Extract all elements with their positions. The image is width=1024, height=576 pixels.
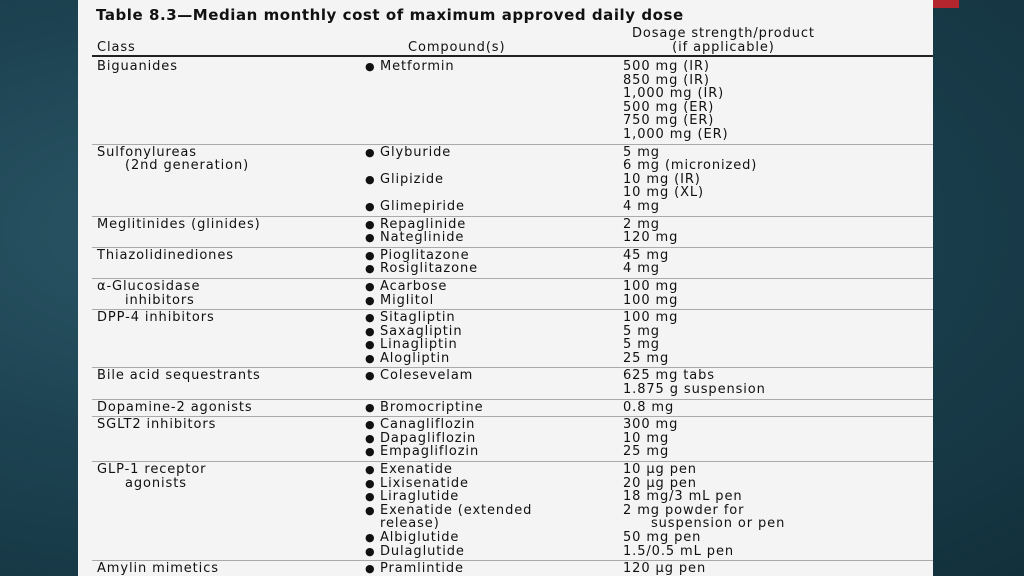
compound-name: Rosiglitazone xyxy=(380,261,479,277)
dosage-cell xyxy=(623,417,933,462)
class-name: agonists xyxy=(125,475,187,491)
compound-name: Alogliptin xyxy=(380,350,451,366)
bullet-icon: ● xyxy=(365,476,376,490)
compound-line xyxy=(365,401,623,415)
compound-name: Bromocriptine xyxy=(380,399,484,415)
compound-line xyxy=(365,531,623,545)
compound-line xyxy=(365,114,623,128)
compound-name: Glyburide xyxy=(380,144,452,160)
bullet-icon: ● xyxy=(365,199,376,213)
compound-line xyxy=(365,432,623,446)
bullet-icon: ● xyxy=(365,293,376,307)
dosage-line: 625 mg tabs xyxy=(623,368,715,384)
bullet-icon: ● xyxy=(365,463,376,477)
compound-name: Dulaglutide xyxy=(380,543,465,559)
class-cell xyxy=(92,368,365,399)
bullet-icon: ● xyxy=(365,145,376,159)
compound-cell xyxy=(365,278,623,309)
table-row xyxy=(92,399,933,417)
class-name: SGLT2 inhibitors xyxy=(97,417,217,433)
compound-name: Albiglutide xyxy=(380,530,460,545)
class-cell xyxy=(92,144,365,216)
dosage-line: 500 mg (IR) xyxy=(623,59,710,74)
dosage-line: 10 mg xyxy=(623,430,670,446)
bullet-icon: ● xyxy=(365,279,376,293)
class-cell xyxy=(92,59,365,144)
class-name: Dopamine-2 agonists xyxy=(97,399,253,415)
dosage-cell xyxy=(623,59,933,144)
bullet-icon: ● xyxy=(365,172,376,186)
header-dosage xyxy=(632,27,815,55)
bullet-icon: ● xyxy=(365,351,376,365)
compound-cell xyxy=(365,368,623,399)
dosage-line: 25 mg xyxy=(623,350,670,366)
dosage-cell xyxy=(623,368,933,399)
dosage-line: 1,000 mg (IR) xyxy=(623,86,725,102)
header-rule xyxy=(92,55,933,57)
dosage-line: 2 mg powder for xyxy=(623,502,745,518)
dosage-line: 1.875 g suspension xyxy=(623,382,766,398)
dosage-cell xyxy=(623,462,933,561)
compound-cell xyxy=(365,310,623,368)
compound-name: Lixisenatide xyxy=(380,475,469,491)
dosage-line: 100 mg xyxy=(623,292,679,308)
compound-name: Pioglitazone xyxy=(380,247,470,263)
drug-table xyxy=(92,59,933,576)
bullet-icon: ● xyxy=(365,431,376,445)
dosage-line: 5 mg xyxy=(623,144,660,160)
compound-line xyxy=(365,280,623,294)
dosage-line: 5 mg xyxy=(623,323,660,339)
compound-cell xyxy=(365,247,623,278)
table-row xyxy=(92,417,933,462)
table-row xyxy=(92,216,933,247)
bullet-icon: ● xyxy=(365,217,376,231)
dosage-cell xyxy=(623,561,933,576)
compound-line xyxy=(365,262,623,276)
bullet-icon: ● xyxy=(365,544,376,558)
compound-name: Miglitol xyxy=(380,292,435,308)
compound-name: Glipizide xyxy=(380,171,444,187)
compound-name: Saxagliptin xyxy=(380,323,463,339)
compound-name: Linagliptin xyxy=(380,337,458,353)
dosage-cell xyxy=(623,216,933,247)
class-name: (2nd generation) xyxy=(125,158,250,174)
dosage-line: 1.5/0.5 mL pen xyxy=(623,543,734,559)
compound-line xyxy=(365,231,623,245)
bullet-icon: ● xyxy=(365,503,376,517)
compound-line xyxy=(365,338,623,352)
compound-name: Pramlintide xyxy=(380,561,464,576)
dosage-line: 50 mg pen xyxy=(623,530,702,545)
class-cell xyxy=(92,216,365,247)
dosage-line: 100 mg xyxy=(623,278,679,294)
class-cell xyxy=(92,462,365,561)
dosage-line: 1,000 mg (ER) xyxy=(623,126,729,142)
compound-line xyxy=(365,369,623,383)
compound-line xyxy=(365,200,623,214)
compound-line xyxy=(365,294,623,308)
compound-line xyxy=(365,504,623,518)
dosage-line: 10 mg (XL) xyxy=(623,185,705,201)
compound-cell xyxy=(365,561,623,576)
dosage-line: 300 mg xyxy=(623,417,679,433)
bullet-icon: ● xyxy=(365,262,376,276)
bullet-icon: ● xyxy=(365,445,376,459)
bullet-icon: ● xyxy=(365,324,376,338)
compound-line xyxy=(365,517,623,531)
compound-name: Metformin xyxy=(380,59,455,74)
header-compounds: Compound(s) xyxy=(408,40,506,55)
compound-line xyxy=(365,60,623,74)
compound-line xyxy=(365,545,623,559)
dosage-line: 25 mg xyxy=(623,444,670,460)
dosage-line: 120 µg pen xyxy=(623,561,707,576)
compound-name: release) xyxy=(380,516,440,532)
compound-line xyxy=(365,418,623,432)
compound-name: Dapagliflozin xyxy=(380,430,477,446)
dosage-line: 45 mg xyxy=(623,247,670,263)
compound-name: Exenatide (extended xyxy=(380,502,533,518)
compound-line xyxy=(365,383,623,397)
class-name: Bile acid sequestrants xyxy=(97,368,261,384)
compound-line xyxy=(365,186,623,200)
dosage-line: 0.8 mg xyxy=(623,399,675,415)
compound-line xyxy=(365,249,623,263)
table-row xyxy=(92,247,933,278)
compound-line xyxy=(365,325,623,339)
table-row xyxy=(92,310,933,368)
table-row xyxy=(92,368,933,399)
dosage-line: 6 mg (micronized) xyxy=(623,158,758,174)
dosage-line: 18 mg/3 mL pen xyxy=(623,489,743,505)
class-name: α-Glucosidase xyxy=(97,278,201,294)
class-cell xyxy=(92,247,365,278)
bullet-icon: ● xyxy=(365,490,376,504)
dosage-line: 4 mg xyxy=(623,198,660,214)
bullet-icon: ● xyxy=(365,418,376,432)
class-name: Biguanides xyxy=(97,59,178,74)
compound-line xyxy=(365,101,623,115)
class-cell xyxy=(92,561,365,576)
compound-name: Liraglutide xyxy=(380,489,460,505)
header-class: Class xyxy=(97,40,136,55)
compound-line xyxy=(365,445,623,459)
bullet-icon: ● xyxy=(365,60,376,73)
compound-name: Nateglinide xyxy=(380,230,465,246)
compound-line xyxy=(365,463,623,477)
class-name: Sulfonylureas xyxy=(97,144,197,160)
header-dosage-line2: (if applicable) xyxy=(672,40,775,55)
compound-name: Exenatide xyxy=(380,462,453,478)
compound-line xyxy=(365,311,623,325)
dosage-line: 20 µg pen xyxy=(623,475,697,491)
compound-cell xyxy=(365,399,623,417)
bullet-icon: ● xyxy=(365,400,376,414)
compound-line xyxy=(365,562,623,576)
bullet-icon: ● xyxy=(365,248,376,262)
bullet-icon: ● xyxy=(365,369,376,383)
dosage-line: 4 mg xyxy=(623,261,660,277)
class-name: inhibitors xyxy=(125,292,195,308)
compound-name: Colesevelam xyxy=(380,368,474,384)
dosage-line: 850 mg (IR) xyxy=(623,72,710,88)
compound-name: Acarbose xyxy=(380,278,448,294)
dosage-line: 2 mg xyxy=(623,216,660,232)
dosage-cell xyxy=(623,144,933,216)
table-title: Table 8.3—Median monthly cost of maximum approved daily dose xyxy=(96,6,684,24)
class-name: Meglitinides (glinides) xyxy=(97,216,261,232)
compound-line xyxy=(365,74,623,88)
compound-name: Sitagliptin xyxy=(380,310,456,326)
bullet-icon: ● xyxy=(365,231,376,245)
bullet-icon: ● xyxy=(365,562,376,576)
table-row xyxy=(92,278,933,309)
bullet-icon: ● xyxy=(365,311,376,325)
bullet-icon: ● xyxy=(365,531,376,544)
dosage-cell xyxy=(623,247,933,278)
bullet-icon: ● xyxy=(365,338,376,352)
class-cell xyxy=(92,417,365,462)
compound-cell xyxy=(365,216,623,247)
compound-line xyxy=(365,490,623,504)
compound-name: Repaglinide xyxy=(380,216,467,232)
dosage-line: 5 mg xyxy=(623,337,660,353)
compound-line xyxy=(365,146,623,160)
header-dosage-line1: Dosage strength/product xyxy=(632,26,815,41)
class-name: GLP-1 receptor xyxy=(97,462,207,478)
compound-name: Empagliflozin xyxy=(380,444,480,460)
dosage-line: 10 µg pen xyxy=(623,462,697,478)
dosage-cell xyxy=(623,278,933,309)
compound-cell xyxy=(365,59,623,144)
compound-line xyxy=(365,128,623,142)
slide-table-page xyxy=(78,0,933,576)
class-name: Thiazolidinediones xyxy=(97,247,234,263)
class-cell xyxy=(92,278,365,309)
corner-accent xyxy=(933,0,959,8)
dosage-cell xyxy=(623,310,933,368)
table-row xyxy=(92,561,933,576)
compound-cell xyxy=(365,144,623,216)
table-row xyxy=(92,144,933,216)
dosage-line: suspension or pen xyxy=(651,516,786,532)
class-cell xyxy=(92,399,365,417)
compound-line xyxy=(365,87,623,101)
compound-cell xyxy=(365,417,623,462)
table-row xyxy=(92,462,933,561)
compound-line xyxy=(365,159,623,173)
compound-name: Glimepiride xyxy=(380,198,465,214)
compound-cell xyxy=(365,462,623,561)
class-name: Amylin mimetics xyxy=(97,561,219,576)
compound-line xyxy=(365,173,623,187)
class-cell xyxy=(92,310,365,368)
dosage-cell xyxy=(623,399,933,417)
dosage-line: 120 mg xyxy=(623,230,679,246)
compound-line xyxy=(365,218,623,232)
compound-line xyxy=(365,477,623,491)
dosage-line: 100 mg xyxy=(623,310,679,326)
dosage-line: 10 mg (IR) xyxy=(623,171,701,187)
compound-name: Canagliflozin xyxy=(380,417,476,433)
class-name: DPP-4 inhibitors xyxy=(97,310,215,326)
compound-line xyxy=(365,352,623,366)
dosage-line: 750 mg (ER) xyxy=(623,113,715,129)
dosage-line: 500 mg (ER) xyxy=(623,99,715,115)
table-row xyxy=(92,59,933,144)
